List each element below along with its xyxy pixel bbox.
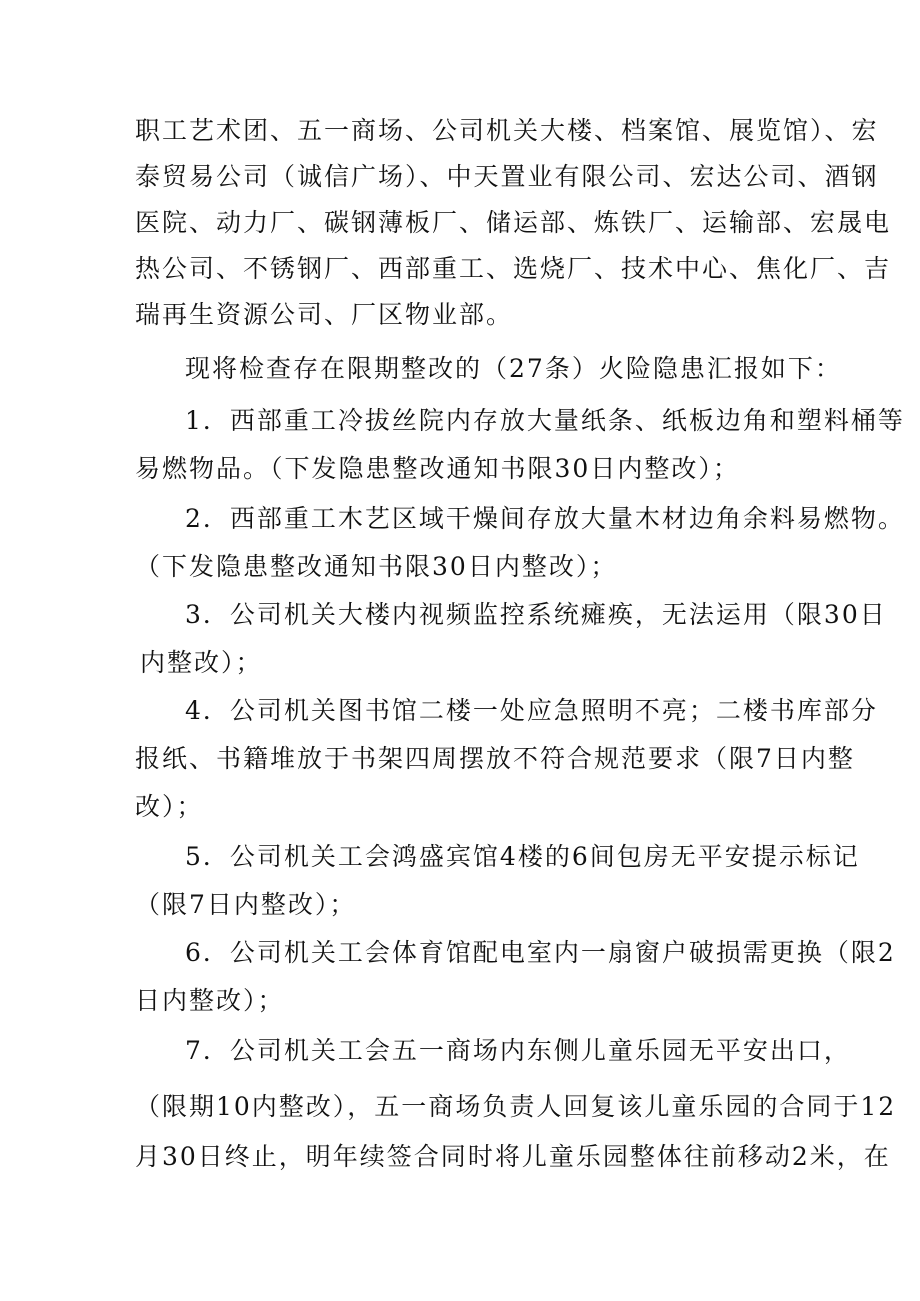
item-2-line-1: 2．西部重工木艺区域干燥间存放大量木材边角余料易燃物。 [185,504,905,533]
item-6-line-1: 6．公司机关工会体育馆配电室内一扇窗户破损需更换（限2 [185,938,896,967]
text-line: 瑞再生资源公司、厂区物业部。 [135,300,514,329]
item-1-line-1: 1．西部重工冷拔丝院内存放大量纸条、纸板边角和塑料桶等 [185,406,905,435]
item-3-line-1: 3．公司机关大楼内视频监控系统瘫痪，无法运用（限30日 [185,600,887,629]
text-line: 职工艺术团、五一商场、公司机关大楼、档案馆、展览馆）、宏 [135,116,879,145]
item-4-line-1: 4．公司机关图书馆二楼一处应急照明不亮；二楼书库部分 [185,696,878,725]
item-7-line-1: 7．公司机关工会五一商场内东侧儿童乐园无平安出口， [185,1036,851,1065]
text-line: 泰贸易公司（诚信广场）、中天置业有限公司、宏达公司、酒钢 [135,162,879,191]
text-line: 热公司、不锈钢厂、西部重工、选烧厂、技术中心、焦化厂、吉 [135,254,892,283]
item-7-line-3: 月30日终止，明年续签合同时将儿童乐园整体往前移动2米，在 [135,1142,891,1171]
item-1-line-2: 易燃物品。（下发隐患整改通知书限30日内整改）； [135,454,740,483]
item-4-line-2: 报纸、书籍堆放于书架四周摆放不符合规范要求（限7日内整 [135,744,855,773]
item-4-line-3: 改）； [135,792,204,821]
text-line: 医院、动力厂、碳钢薄板厂、储运部、炼铁厂、运输部、宏晟电 [135,208,892,237]
item-3-line-2: 内整改）； [140,648,263,677]
item-5-line-2: （限7日内整改）； [135,890,357,919]
item-2-line-2: （下发隐患整改通知书限30日内整改）； [135,552,618,581]
item-5-line-1: 5．公司机关工会鸿盛宾馆4楼的6间包房无平安提示标记 [185,842,860,871]
intro-line: 现将检查存在限期整改的（27条）火险隐患汇报如下： [185,354,842,383]
item-7-line-2: （限期10内整改），五一商场负责人回复该儿童乐园的合同于12 [135,1092,897,1121]
item-6-line-2: 日内整改）； [135,986,285,1015]
